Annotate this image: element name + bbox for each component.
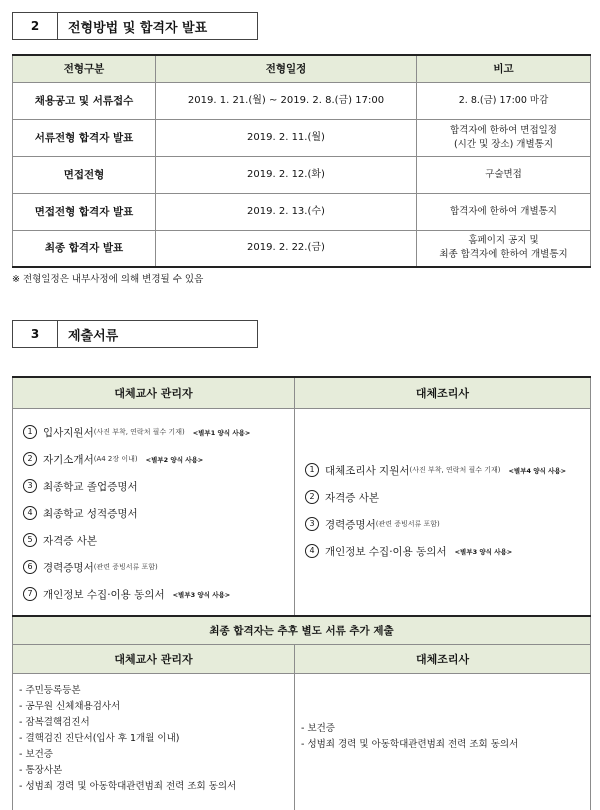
column-header: 대체교사 관리자 xyxy=(13,377,295,408)
category-cell: 최종 합격자 발표 xyxy=(13,230,156,267)
column-header: 대체조리사 xyxy=(295,377,591,408)
document-list xyxy=(301,674,590,752)
list-item xyxy=(305,457,590,484)
item-form: <별부2 양식 사용> xyxy=(145,455,204,464)
category-cell: 면접전형 합격자 발표 xyxy=(13,193,156,230)
column-header: 전형일정 xyxy=(156,55,417,82)
list-item xyxy=(23,419,294,446)
category-cell: 서류전형 합격자 발표 xyxy=(13,119,156,156)
note-cell: 합격자에 한하여 개별통지 xyxy=(417,193,591,230)
list-item: - 성범죄 경력 및 아동학대관련범죄 전력 조회 동의서 xyxy=(301,738,519,750)
column-header: 비고 xyxy=(417,55,591,82)
table-header-row xyxy=(13,377,591,408)
table-title-row xyxy=(13,616,591,644)
list-item: - 결핵검진 진단서(입사 후 1개월 이내) xyxy=(19,732,180,744)
table-title: 최종 합격자는 추후 별도 서류 추가 제출 xyxy=(13,616,591,644)
document-list-cell xyxy=(13,408,295,626)
item-text: 입사지원서 xyxy=(43,426,94,439)
number-badge: 4 xyxy=(23,506,37,520)
table-row xyxy=(13,82,591,119)
section-2-header xyxy=(12,12,258,40)
category-cell: 면접전형 xyxy=(13,156,156,193)
list-item xyxy=(23,554,294,581)
item-sub: (A4 2장 이내) xyxy=(93,455,138,463)
list-item: - 주민등록등본 xyxy=(19,684,81,696)
schedule-table xyxy=(12,54,591,268)
item-text: 경력증명서 xyxy=(43,561,94,574)
schedule-cell: 2019. 2. 22.(금) xyxy=(156,230,417,267)
list-item xyxy=(23,527,294,554)
number-badge: 2 xyxy=(23,452,37,466)
item-form: <별부3 양식 사용> xyxy=(172,590,231,599)
item-text: 대체조리사 지원서 xyxy=(325,464,410,477)
note-line: 합격자에 한하여 면접일정 xyxy=(450,124,557,136)
note-line: (시간 및 장소) 개별통지 xyxy=(453,138,554,150)
table-header-row xyxy=(13,644,591,673)
item-form: <별부3 양식 사용> xyxy=(454,547,513,556)
list-item xyxy=(23,446,294,473)
column-header: 대체조리사 xyxy=(295,644,591,673)
category-cell: 채용공고 및 서류접수 xyxy=(13,82,156,119)
list-item xyxy=(23,500,294,527)
list-item: - 잠복결핵검진서 xyxy=(19,716,90,728)
list-item xyxy=(23,473,294,500)
document-list xyxy=(19,674,294,794)
schedule-cell: 2019. 2. 13.(수) xyxy=(156,193,417,230)
note-line: 최종 합격자에 한하여 개별통지 xyxy=(439,249,568,261)
item-form: <별부4 양식 사용> xyxy=(508,466,567,475)
schedule-cell: 2019. 1. 21.(월) ~ 2019. 2. 8.(금) 17:00 xyxy=(156,82,417,119)
document-list xyxy=(23,409,294,608)
item-sub: (관련 증빙서류 포함) xyxy=(375,520,440,528)
item-text: 경력증명서 xyxy=(325,518,376,531)
list-item: - 통장사본 xyxy=(19,764,63,776)
item-form: <별부1 양식 사용> xyxy=(192,428,251,437)
note-cell: 구술면접 xyxy=(417,156,591,193)
item-sub: (사진 부착, 연락처 필수 기재) xyxy=(93,428,185,436)
documents-table xyxy=(12,376,591,627)
table-row xyxy=(13,119,591,156)
section-title: 전형방법 및 합격자 발표 xyxy=(58,12,258,40)
list-item xyxy=(305,511,590,538)
list-item xyxy=(305,484,590,511)
table-row xyxy=(13,673,591,810)
section-title: 제출서류 xyxy=(58,320,258,348)
document-list-cell xyxy=(13,673,295,810)
number-badge: 1 xyxy=(23,425,37,439)
section-3-header xyxy=(12,320,258,348)
number-badge: 7 xyxy=(23,587,37,601)
number-badge: 2 xyxy=(305,490,319,504)
item-text: 자격증 사본 xyxy=(43,534,98,547)
list-item: - 보건증 xyxy=(301,722,335,734)
item-text: 최종학교 졸업증명서 xyxy=(43,480,138,493)
schedule-cell: 2019. 2. 11.(월) xyxy=(156,119,417,156)
item-sub: (사진 부착, 연락처 필수 기재) xyxy=(409,466,501,474)
column-header: 전형구분 xyxy=(13,55,156,82)
document-list-cell xyxy=(295,408,591,626)
number-badge: 3 xyxy=(23,479,37,493)
number-badge: 5 xyxy=(23,533,37,547)
number-badge: 4 xyxy=(305,544,319,558)
list-item: - 공무원 신체채용검사서 xyxy=(19,700,121,712)
list-item: - 성범죄 경력 및 아동학대관련범죄 전력 조회 동의서 xyxy=(19,780,237,792)
section-number: 3 xyxy=(12,320,58,348)
item-text: 최종학교 성적증명서 xyxy=(43,507,138,520)
footnote: ※ 전형일정은 내부사정에 의해 변경될 수 있음 xyxy=(12,274,204,285)
number-badge: 3 xyxy=(305,517,319,531)
table-row xyxy=(13,408,591,626)
list-item xyxy=(305,538,590,565)
number-badge: 6 xyxy=(23,560,37,574)
note-cell xyxy=(417,119,591,156)
item-text: 개인정보 수집·이용 동의서 xyxy=(325,545,447,558)
section-number: 2 xyxy=(12,12,58,40)
item-text: 자기소개서 xyxy=(43,453,94,466)
final-documents-table xyxy=(12,615,591,810)
table-header-row xyxy=(13,55,591,82)
note-line: 홈페이지 공지 및 xyxy=(468,235,539,247)
table-row xyxy=(13,156,591,193)
schedule-cell: 2019. 2. 12.(화) xyxy=(156,156,417,193)
list-item xyxy=(23,581,294,608)
item-sub: (관련 증빙서류 포함) xyxy=(93,563,158,571)
column-header: 대체교사 관리자 xyxy=(13,644,295,673)
item-text: 자격증 사본 xyxy=(325,491,380,504)
item-text: 개인정보 수집·이용 동의서 xyxy=(43,588,165,601)
document-list xyxy=(305,409,590,565)
table-row xyxy=(13,193,591,230)
note-cell: 2. 8.(금) 17:00 마감 xyxy=(417,82,591,119)
list-item: - 보건증 xyxy=(19,748,53,760)
note-cell xyxy=(417,230,591,267)
table-row xyxy=(13,230,591,267)
number-badge: 1 xyxy=(305,463,319,477)
document-list-cell xyxy=(295,673,591,810)
